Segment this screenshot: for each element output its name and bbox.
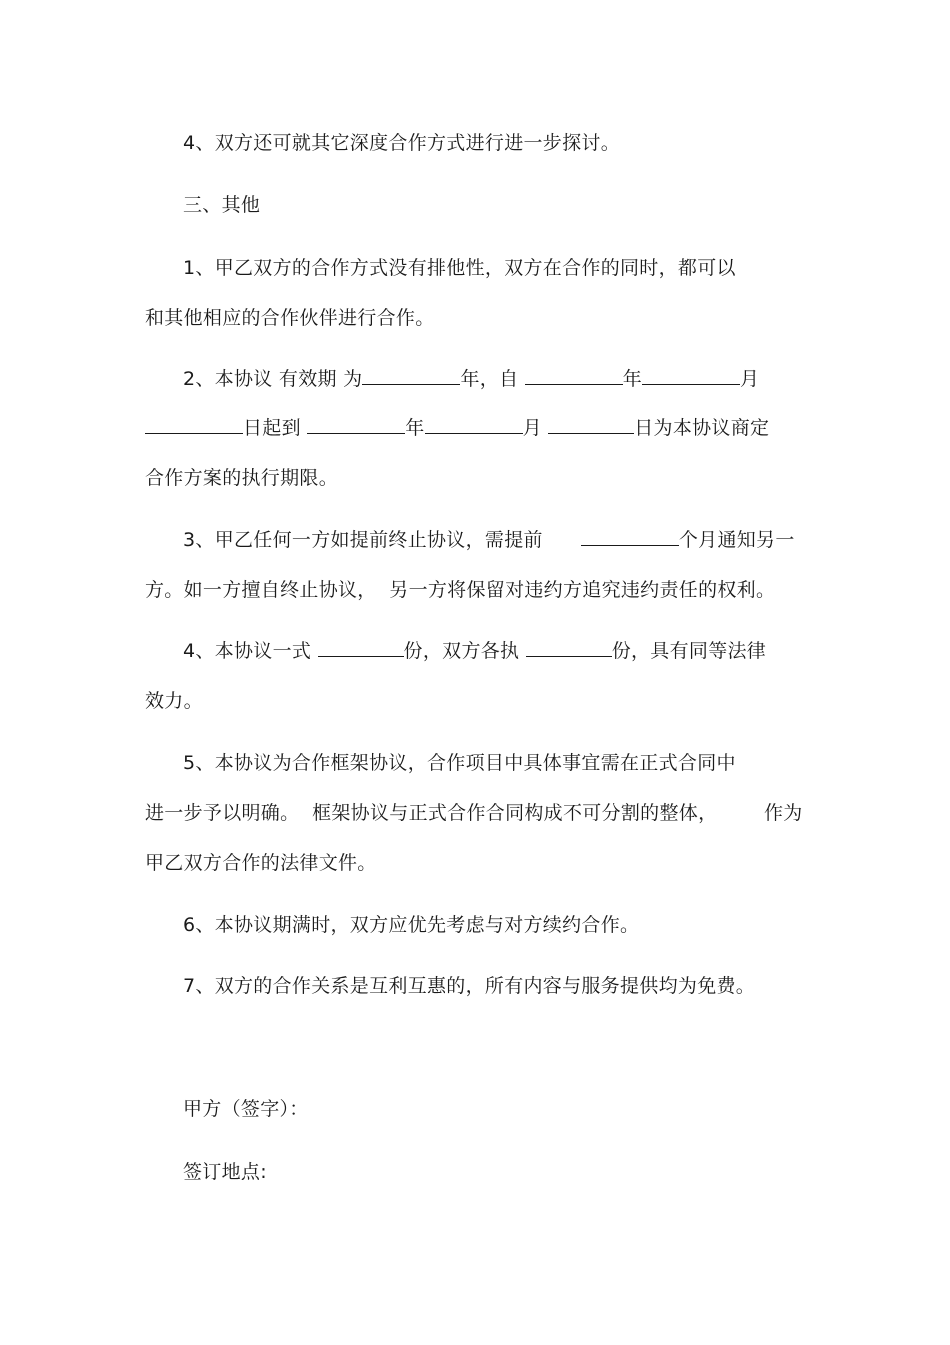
clause-text: 日为本协议商定 — [634, 417, 770, 439]
clause-2-4: 4、双方还可就其它深度合作方式进行进一步探讨。 — [183, 132, 620, 154]
blank-copies-each — [526, 638, 612, 657]
blank-copies-total — [318, 638, 404, 657]
clause-text: 份，双方各执 — [403, 640, 520, 662]
clause-3-2-line-2 — [145, 415, 769, 441]
blank-start-day — [145, 415, 243, 434]
clause-3-5-line-2-end: 作为 — [764, 802, 803, 824]
clause-3-3-line-2: 方。如一方擅自终止协议， 另一方将保留对违约方追究违约责任的权利。 — [145, 579, 776, 601]
blank-end-day — [548, 415, 634, 434]
clause-text: 年 — [405, 417, 425, 439]
clause-3-4-line-2: 效力。 — [145, 690, 203, 712]
clause-3-3-line-1 — [183, 527, 795, 553]
clause-text: 份，具有同等法律 — [611, 640, 767, 662]
clause-text: 个月通知另一 — [678, 529, 795, 551]
blank-end-year — [307, 415, 405, 434]
blank-notice-months — [581, 527, 679, 546]
clause-text: 日起到 — [243, 417, 301, 439]
clause-3-6: 6、本协议期满时，双方应优先考虑与对方续约合作。 — [183, 914, 640, 936]
section-heading-others: 三、其他 — [183, 194, 261, 216]
party-a-signature-label: 甲方（签字）： — [183, 1098, 309, 1120]
clause-3-1-line-2: 和其他相应的合作伙伴进行合作。 — [145, 307, 435, 329]
clause-text: 月 — [740, 368, 760, 390]
clause-3-2-line-3: 合作方案的执行期限。 — [145, 467, 339, 489]
clause-text: 月 — [522, 417, 542, 439]
clause-text: 年 — [622, 368, 643, 390]
blank-end-month — [425, 415, 523, 434]
blank-start-year — [525, 366, 623, 385]
clause-3-7: 7、双方的合作关系是互利互惠的，所有内容与服务提供均为免费。 — [183, 975, 756, 997]
clause-text: 年，自 — [460, 368, 519, 390]
blank-years — [362, 366, 460, 385]
blank-start-month — [642, 366, 740, 385]
clause-text: 3、甲乙任何一方如提前终止协议，需提前 — [183, 529, 543, 551]
clause-3-1-line-1: 1、甲乙双方的合作方式没有排他性，双方在合作的同时，都可以 — [183, 257, 736, 279]
clause-text: 4、本协议一式 — [183, 640, 312, 662]
clause-3-2-line-1 — [183, 366, 759, 392]
clause-3-5-line-2: 进一步予以明确。 框架协议与正式合作合同构成不可分割的整体， — [145, 802, 718, 824]
clause-3-5-line-1: 5、本协议为合作框架协议，合作项目中具体事宜需在正式合同中 — [183, 752, 736, 774]
clause-3-5-line-3: 甲乙双方合作的法律文件。 — [145, 852, 377, 874]
clause-text: 2、本协议 有效期 为 — [183, 368, 363, 390]
clause-3-4-line-1 — [183, 638, 766, 664]
signing-place-label: 签订地点: — [183, 1161, 267, 1183]
